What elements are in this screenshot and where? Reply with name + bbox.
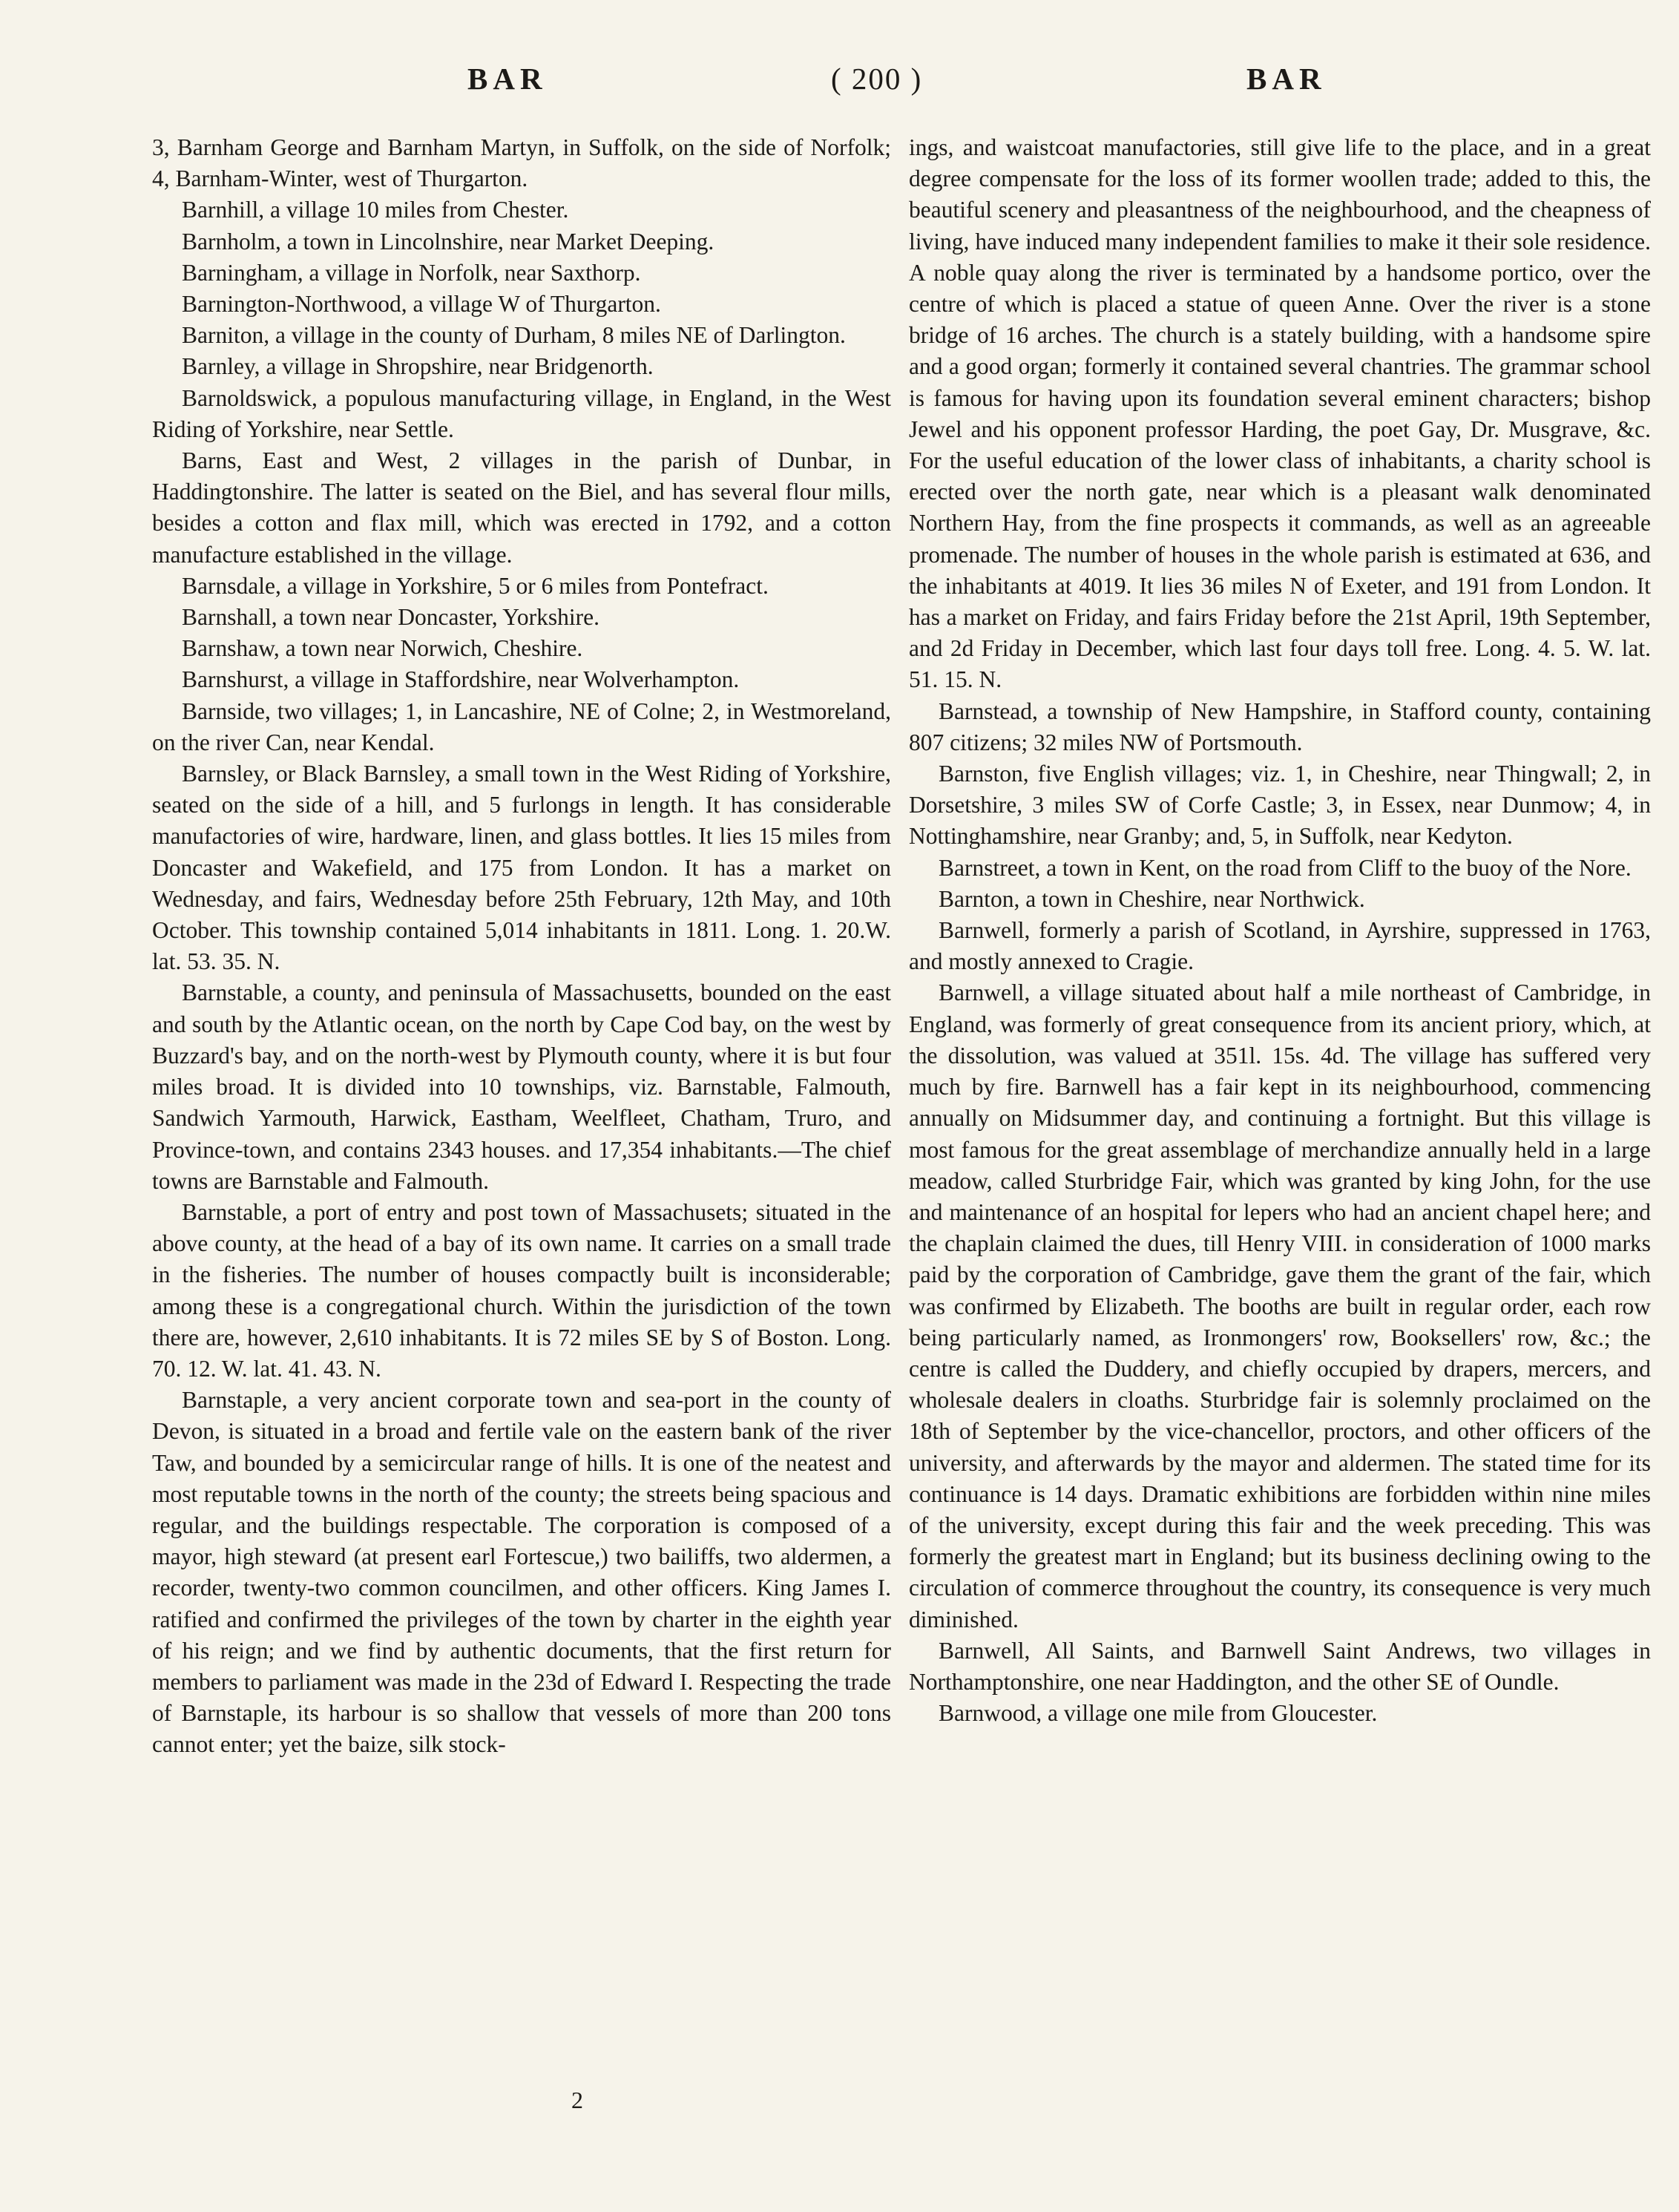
entry: Barnside, two villages; 1, in Lancashire, NE of Colne; 2, in Westmoreland, on the river Can, near Kendal.: [152, 698, 891, 755]
entry: Barnshaw, a town near Norwich, Cheshire.: [182, 635, 583, 662]
entry: Barnsley, or Black Barnsley, a small town in the West Riding of Yorkshire, seated on the side of a hill, and 5 furlongs in length. It has considerable manufactories of wire, hardware, linen, and glass bottles. It lies 15 miles from Doncaster and Wakefield, and 175 from London. It has a market on Wednesday, and fairs, Wednesday before 25th February, 12th May, and 10th October. This township contained 5,014 inhabitants in 1811. Long. 1. 20.W. lat. 53. 35. N.: [152, 761, 891, 975]
signature-mark: 2: [571, 2087, 583, 2113]
entry: Barnton, a town in Cheshire, near Northwick.: [939, 885, 1365, 912]
entry: Barnstable, a county, and peninsula of Massachusetts, bounded on the east and south by the Atlantic ocean, on the north by Cape Cod bay, on the west by Buzzard's bay, and on the north-west by Plymouth county, where it is but four miles broad. It is divided into 10 townships, viz. Barnstable, Falmouth, Sandwich Yarmouth, Harwick, Eastham, Weelfleet, Chatham, Truro, and Province-town, and contains 2343 houses. and 17,354 inhabitants.—The chief towns are Barnstable and Falmouth.: [152, 979, 891, 1194]
entry: Barnholm, a town in Lincolnshire, near Market Deeping.: [182, 228, 714, 255]
running-head-right: BAR: [1246, 62, 1327, 96]
page-number: ( 200 ): [831, 62, 923, 96]
entry: Barningham, a village in Norfolk, near Saxthorp.: [182, 259, 641, 286]
entry: Barnstable, a port of entry and post town of Massachusets; situated in the above county, at the head of a bay of its own name. It carries on a small trade in the fisheries. The number of houses compactly built is inconsiderable; among these is a congregational church. Within the jurisdiction of the town there are, however, 2,610 inhabitants. It is 72 miles SE by S of Boston. Long. 70. 12. W. lat. 41. 43. N.: [152, 1198, 891, 1382]
running-head-left: BAR: [467, 62, 548, 96]
page-header: [148, 61, 1528, 120]
entry: Barnshurst, a village in Staffordshire, near Wolverhampton.: [182, 666, 740, 693]
entry: Barnwell, formerly a parish of Scotland, in Ayrshire, suppressed in 1763, and mostly annexed to Cragie.: [909, 917, 1651, 975]
entry: Barnstreet, a town in Kent, on the road from Cliff to the buoy of the Nore.: [939, 854, 1632, 881]
entry: Barnley, a village in Shropshire, near Bridgenorth.: [182, 353, 654, 380]
entry: Barnstaple, a very ancient corporate town and sea-port in the county of Devon, is situated in a broad and fertile vale on the eastern bank of the river Taw, and bounded by a semicircular range of hills. It is one of the neatest and most reputable towns in the north of the county; the streets being spacious and regular, and the buildings respectable. The corporation is composed of a mayor, high steward (at present earl Fortescue,) two bailiffs, two aldermen, a recorder, twenty-two common councilmen, and other officers. King James I. ratified and confirmed the privileges of the town by charter in the eighth year of his reign; and we find by authentic documents, that the first return for members to parliament was made in the 23d of Edward I. Respecting the trade of Barnstaple, its harbour is so shallow that vessels of more than 200 tons cannot enter; yet the baize, silk stock-: [152, 1387, 891, 1758]
entry: 3, Barnham George and Barnham Martyn, in Suffolk, on the side of Norfolk; 4, Barnham-Winter, west of Thurgarton.: [152, 134, 891, 192]
entry: Barniton, a village in the county of Durham, 8 miles NE of Darlington.: [182, 322, 846, 349]
entry: Barnston, five English villages; viz. 1, in Cheshire, near Thingwall; 2, in Dorsetshire, 3 miles SW of Corfe Castle; 3, in Essex, near Dunmow; 4, in Nottinghamshire, near Granby; and, 5, in Suffolk, near Kedyton.: [909, 761, 1651, 850]
right-column: [909, 132, 1651, 1729]
entry: Barnington-Northwood, a village W of Thurgarton.: [182, 291, 661, 318]
entry: Barns, East and West, 2 villages in the parish of Dunbar, in Haddingtonshire. The latter is seated on the Biel, and has several flour mills, besides a cotton and flax mill, which was erected in 1792, and a cotton manufacture established in the village.: [152, 447, 891, 568]
entry: ings, and waistcoat manufactories, still give life to the place, and in a great degree compensate for the loss of its former woollen trade; added to this, the beautiful scenery and pleasantness of the neighbourhood, and the cheapness of living, have induced many independent families to make it their sole residence. A noble quay along the river is terminated by a handsome portico, over the centre of which is placed a statue of queen Anne. Over the river is a stone bridge of 16 arches. The church is a stately building, with a handsome spire and a good organ; formerly it contained several chantries. The grammar school is famous for having upon its foundation several eminent characters; bishop Jewel and his opponent professor Harding, the poet Gay, Dr. Musgrave, &c. For the useful education of the lower class of inhabitants, a charity school is erected over the north gate, near which is a pleasant walk denominated Northern Hay, from the fine prospects it commands, as well as an agreeable promenade. The number of houses in the whole parish is estimated at 636, and the inhabitants at 4019. It lies 36 miles N of Exeter, and 191 from London. It has a market on Friday, and fairs Friday before the 21st April, 19th September, and 2d Friday in December, which last four days toll free. Long. 4. 5. W. lat. 51. 15. N.: [909, 134, 1651, 693]
entry: Barnoldswick, a populous manufacturing village, in England, in the West Riding of Yorkshire, near Settle.: [152, 384, 891, 442]
entry: Barnwell, All Saints, and Barnwell Saint Andrews, two villages in Northamptonshire, one near Haddington, and the other SE of Oundle.: [909, 1637, 1651, 1695]
entry: Barnwell, a village situated about half a mile northeast of Cambridge, in England, was formerly of great consequence from its ancient priory, which, at the dissolution, was valued at 351l. 15s. 4d. The village has suffered very much by fire. Barnwell has a fair kept in its neighbourhood, commencing annually on Midsummer day, and continuing a fortnight. But this village is most famous for the great assemblage of merchandize annually held in a large meadow, called Sturbridge Fair, which was granted by king John, for the use and maintenance of an hospital for lepers who had an ancient chapel here; and the chaplain claimed the dues, till Henry VIII. in consideration of 1000 marks paid by the corporation of Cambridge, gave them the grant of the fair, which was confirmed by Elizabeth. The booths are built in regular order, each row being particularly named, as Ironmongers' row, Booksellers' row, &c.; the centre is called the Duddery, and chiefly occupied by drapers, mercers, and wholesale dealers in cloaths. Sturbridge fair is solemnly proclaimed on the 18th of September by the vice-chancellor, proctors, and other officers of the university, and afterwards by the mayor and aldermen. The stated time for its continuance is 14 days. Dramatic exhibitions are forbidden within nine miles of the university, except during this fair and the week preceding. This was formerly the greatest mart in England; but its business declining owing to the circulation of commerce throughout the country, its consequence is very much diminished.: [909, 979, 1651, 1632]
entry: Barnwood, a village one mile from Gloucester.: [939, 1700, 1378, 1727]
entry: Barnshall, a town near Doncaster, Yorkshire.: [182, 604, 599, 631]
entry: Barnstead, a township of New Hampshire, in Stafford county, containing 807 citizens; 32 miles NW of Portsmouth.: [909, 698, 1651, 755]
entry: Barnhill, a village 10 miles from Chester.: [182, 197, 569, 223]
left-column: [152, 132, 891, 1761]
entry: Barnsdale, a village in Yorkshire, 5 or 6 miles from Pontefract.: [182, 572, 769, 599]
